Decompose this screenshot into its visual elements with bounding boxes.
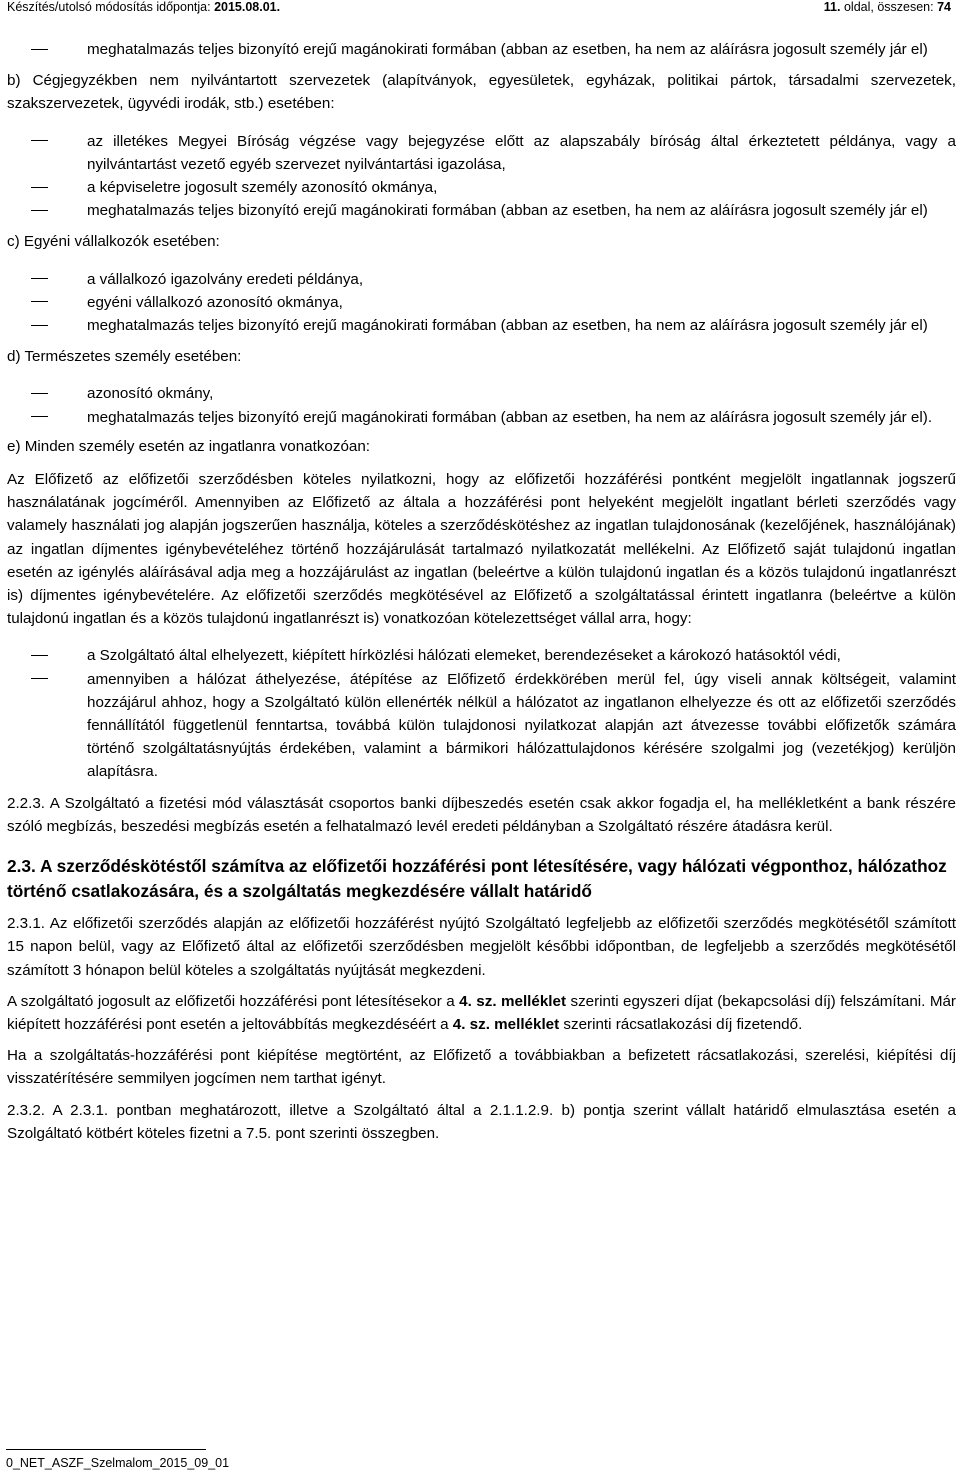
list-item: a vállalkozó igazolvány eredeti példánya, <box>7 268 956 291</box>
dash-bullet-icon <box>31 140 48 141</box>
annex-reference: 4. sz. melléklet <box>459 992 567 1010</box>
list-item: egyéni vállalkozó azonosító okmánya, <box>7 291 956 314</box>
list-item: amennyiben a hálózat áthelyezése, átépítése az Előfizető érdekkörében merül fel, úgy viseli annak költségeit, valamint hozzájárul ahhoz, hogy a Szolgáltató külön ellenérték nélkül a hálózatot az ingatlanon elhelyezze és ott az előfizetői szerződés fennállítától függetlenül fenntartsa, továbbá külön tulajdonosi nyilatkozat alapján azt átvezesse további előfizetők számára történő szolgáltatásnyújtás érdekében, valamint a bármikori hálózattulajdonos kérésére szolgalmi jog (vezetékjog) kerüljön alapításra. <box>7 668 956 784</box>
list-item: a képviseletre jogosult személy azonosító okmánya, <box>7 176 956 199</box>
dash-bullet-icon <box>31 325 48 326</box>
section-title: 2.3. A szerződéskötéstől számítva az előfizetői hozzáférési pont létesítésére, vagy hálózati végponthoz, hálózathoz történő csatlakozására, és a szolgáltatás megkezdésére vállalt határidő <box>7 856 947 902</box>
dash-bullet-icon <box>31 210 48 211</box>
page-counter: 11. oldal, összesen: 74 <box>823 0 951 14</box>
dash-bullet-icon <box>31 393 48 394</box>
paragraph-property: Az Előfizető az előfizetői szerződésben köteles nyilatkozni, hogy az előfizetői hozzáférési pontként megjelölt ingatlannak jogszerű használatának jogcíméről. Amennyiben az Előfizető az általa a hozzáférési pont helyeként megjelölt ingatlant bérleti szerződés vagy valamely használati jog alapján jogszerűen használja, köteles a szerződéskötéshez az ingatlan tulajdonosának (kezelőjének, használójának) az ingatlan díjmentes igénybevételéhez történő hozzájárulását tartalmazó nyilatkozatát mellékelni. Az Előfizető saját tulajdonú ingatlan esetén az igénylés aláírásával adja meg a hozzájárulást az ingatlan (beleértve a külön tulajdonú ingatlan és a közös tulajdonú ingatlanrészt is) díjmentes igénybevételére. Az előfizetői szerződés megkötésével az Előfizető a szolgáltatással érintett ingatlanra (beleértve a külön tulajdonú ingatlan és a közös tulajdonú ingatlanrészt is) vonatkozóan kötelezettséget vállal arra, hogy: <box>7 471 956 628</box>
heading-d: d) Természetes személy esetében: <box>7 348 242 366</box>
footer-divider <box>6 1449 206 1450</box>
document-body <box>7 38 956 1145</box>
heading-b: b) Cégjegyzékben nem nyilvántartott szervezetek (alapítványok, egyesületek, egyházak, politikai pártok, társadalmi szervezetek, szakszervezetek, ügyvédi irodák, stb.) esetében: <box>7 72 956 113</box>
list-item: az illetékes Megyei Bíróság végzése vagy bejegyzése előtt az alapszabály bíróság által érkeztetett példánya, vagy a nyilvántartást vezető egyéb szervezet nyilvántartási igazolása, <box>7 130 956 176</box>
dash-bullet-icon <box>31 301 48 302</box>
dash-bullet-icon <box>31 49 48 50</box>
paragraph-2-2-3: 2.2.3. A Szolgáltató a fizetési mód választását csoportos banki díjbeszedés esetén csak akkor fogadja el, ha mellékletként a bank részére szóló megbízás, beszedési megbízás esetén a felhatalmazó levél eredeti példányban a Szolgáltató részére átadásra kerül. <box>7 794 956 835</box>
dash-bullet-icon <box>31 187 48 188</box>
list-item: meghatalmazás teljes bizonyító erejű magánokirati formában (abban az esetben, ha nem az aláírásra jogosult személy jár el). <box>7 406 956 429</box>
heading-c: c) Egyéni vállalkozók esetében: <box>7 233 220 251</box>
list-item: azonosító okmány, <box>7 382 956 405</box>
paragraph-2-3-2: 2.3.2. A 2.3.1. pontban meghatározott, illetve a Szolgáltató által a 2.1.1.2.9. b) pontja szerint vállalt határidő elmulasztása esetén a Szolgáltató kötbért köteles fizetni a 7.5. pont szerinti összegben. <box>7 1101 956 1142</box>
page-header <box>5 0 955 14</box>
dash-bullet-icon <box>31 655 48 656</box>
heading-e: e) Minden személy esetén az ingatlanra vonatkozóan: <box>7 437 371 455</box>
list-item: meghatalmazás teljes bizonyító erejű magánokirati formában (abban az esetben, ha nem az aláírásra jogosult személy jár el) <box>7 38 956 61</box>
list-item: meghatalmazás teljes bizonyító erejű magánokirati formában (abban az esetben, ha nem az aláírásra jogosult személy jár el) <box>7 199 956 222</box>
dash-bullet-icon <box>31 416 48 417</box>
paragraph-no-refund: Ha a szolgáltatás-hozzáférési pont kiépítése megtörtént, az Előfizető a továbbiakban a befizetett rácsatlakozási, szerelési, kiépítési díj visszatérítésére semmilyen jogcímen nem tarthat igényt. <box>7 1047 956 1088</box>
list-item: meghatalmazás teljes bizonyító erejű magánokirati formában (abban az esetben, ha nem az aláírásra jogosult személy jár el) <box>7 314 956 337</box>
footer-document-id: 0_NET_ASZF_Szelmalom_2015_09_01 <box>6 1456 230 1470</box>
list-item: a Szolgáltató által elhelyezett, kiépített hírközlési hálózati elemeket, berendezéseket a károkozó hatásoktól védi, <box>7 644 956 667</box>
paragraph-fees: A szolgáltató jogosult az előfizetői hozzáférési pont létesítésekor a 4. sz. melléklet szerinti egyszeri díjat (bekapcsolási díj) felszámítani. Már kiépített hozzáférési pont esetén a jeltovábbítás megkezdéséért a 4. sz. melléklet szerinti rácsatlakozási díj fizetendő. <box>7 992 956 1033</box>
paragraph-2-3-1: 2.3.1. Az előfizetői szerződés alapján az előfizetői hozzáférést nyújtó Szolgáltató legfeljebb az előfizetői szerződés megkötésétől számított 15 napon belül, vagy az Előfizető által az előfizetői szerződésben megjelölt későbbi időpontban, de legfeljebb a szerződés megkötésétől számított 3 hónapon belül köteles a szolgáltatás nyújtását megkezdeni. <box>7 915 956 979</box>
revision-date: Készítés/utolsó módosítás időpontja: 2015.08.01. <box>7 0 281 14</box>
dash-bullet-icon <box>31 278 48 279</box>
dash-bullet-icon <box>31 678 48 679</box>
annex-reference: 4. sz. melléklet <box>452 1015 560 1033</box>
